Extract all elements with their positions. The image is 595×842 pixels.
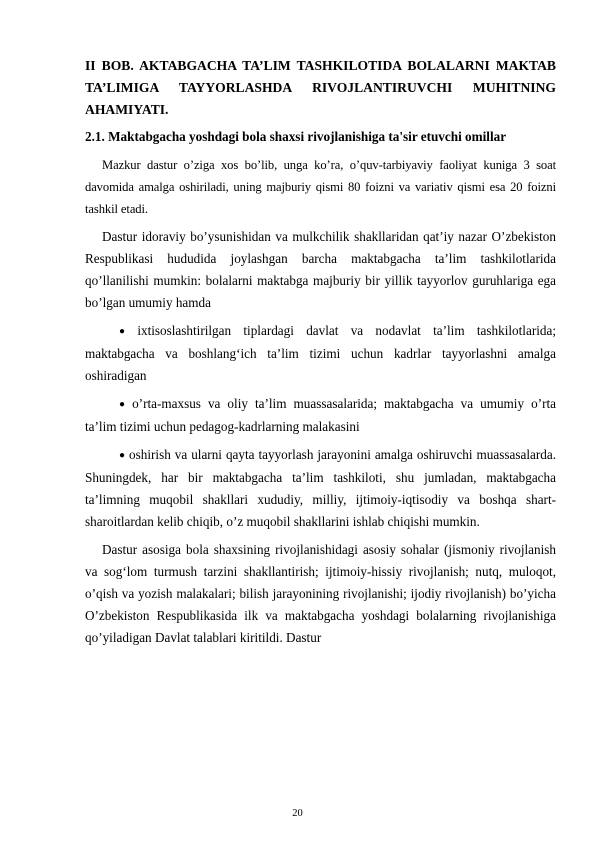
bullet-item xyxy=(85,444,556,533)
bullet-icon: ● xyxy=(119,326,126,337)
page-number: 20 xyxy=(292,808,303,819)
paragraph-curriculum-hours xyxy=(85,154,556,220)
paragraph-text: Mazkur dastur o’ziga xos bo’lib, unga ko’ra, o’quv-tarbiyaviy faoliyat kuniga 3 soat davomida amalga oshiriladi, uning majburiy qismi 80 foizni va variativ qismi esa 20 foizni tashkil etadi. xyxy=(85,158,556,216)
bullet-text: o’rta-maxsus va oliy ta’lim muassasalarida; maktabgacha va umumiy o’rta ta’lim tizimi uchun pedagog-kadrlarning malakasini xyxy=(85,396,556,434)
page-content xyxy=(85,55,556,655)
bullet-text: ixtisoslashtirilgan tiplardagi davlat va nodavlat ta’lim tashkilotlarida; maktabgacha va boshlang‘ich ta’lim tizimi uchun kadrlar tayyorlashni amalga oshiradigan xyxy=(85,323,556,383)
paragraph-text: Dastur idoraviy bo’ysunishidan va mulkchilik shakllaridan qat’iy nazar O’zbekiston Respublikasi hududida joylashgan barcha maktabgacha ta’lim tashkilotlarida qo’llanilishi mumkin: bolalarni maktabga majburiy bir yillik tayyorlov guruhlariga ega bo’lgan umumiy hamda xyxy=(85,229,556,310)
paragraph-curriculum-scope xyxy=(85,226,556,314)
bullet-icon: ● xyxy=(119,399,126,410)
bullet-item xyxy=(85,320,556,387)
section-heading: 2.1. Maktabgacha yoshdagi bola shaxsi rivojlanishiga ta'sir etuvchi omillar xyxy=(85,129,507,144)
bullet-icon: ● xyxy=(119,450,126,461)
bullet-text: oshirish va ularni qayta tayyorlash jarayonini amalga oshiruvchi muassasalarda. Shuningdek, har bir maktabgacha ta’lim tashkiloti, shu jumladan, maktabgacha ta’limning muqobil shakllari xududiy, milliy, ijtimoiy-iqtisodiy va boshqa shart-sharoitlardan kelib chiqib, o’z muqobil shakllarini ishlab chiqishi mumkin. xyxy=(85,447,557,529)
paragraph-development-areas xyxy=(85,539,556,649)
bullet-item xyxy=(85,393,556,438)
chapter-heading: II BOB. AKTABGACHA TA’LIM TASHKILOTIDA BOLALARNI MAKTAB TA’LIMIGA TAYYORLASHDA RIVOJLANTIRUVCHI MUHITNING AHAMIYATI. xyxy=(85,58,556,117)
paragraph-text: Dastur asosiga bola shaxsining rivojlanishidagi asosiy sohalar (jismoniy rivojlanish va sog‘lom turmush tarzini shakllantirish; ijtimoiy-hissiy rivojlanish; nutq, muloqot, o’qish va yozish malakalari; bilish jarayonining rivojlanishi; ijodiy rivojlanish) bo’yicha O’zbekiston Respublikasida ilk va maktabgacha yoshdagi bolalarning rivojlanishiga qo’yiladigan Davlat talablari kiritildi. Dastur xyxy=(85,542,556,645)
